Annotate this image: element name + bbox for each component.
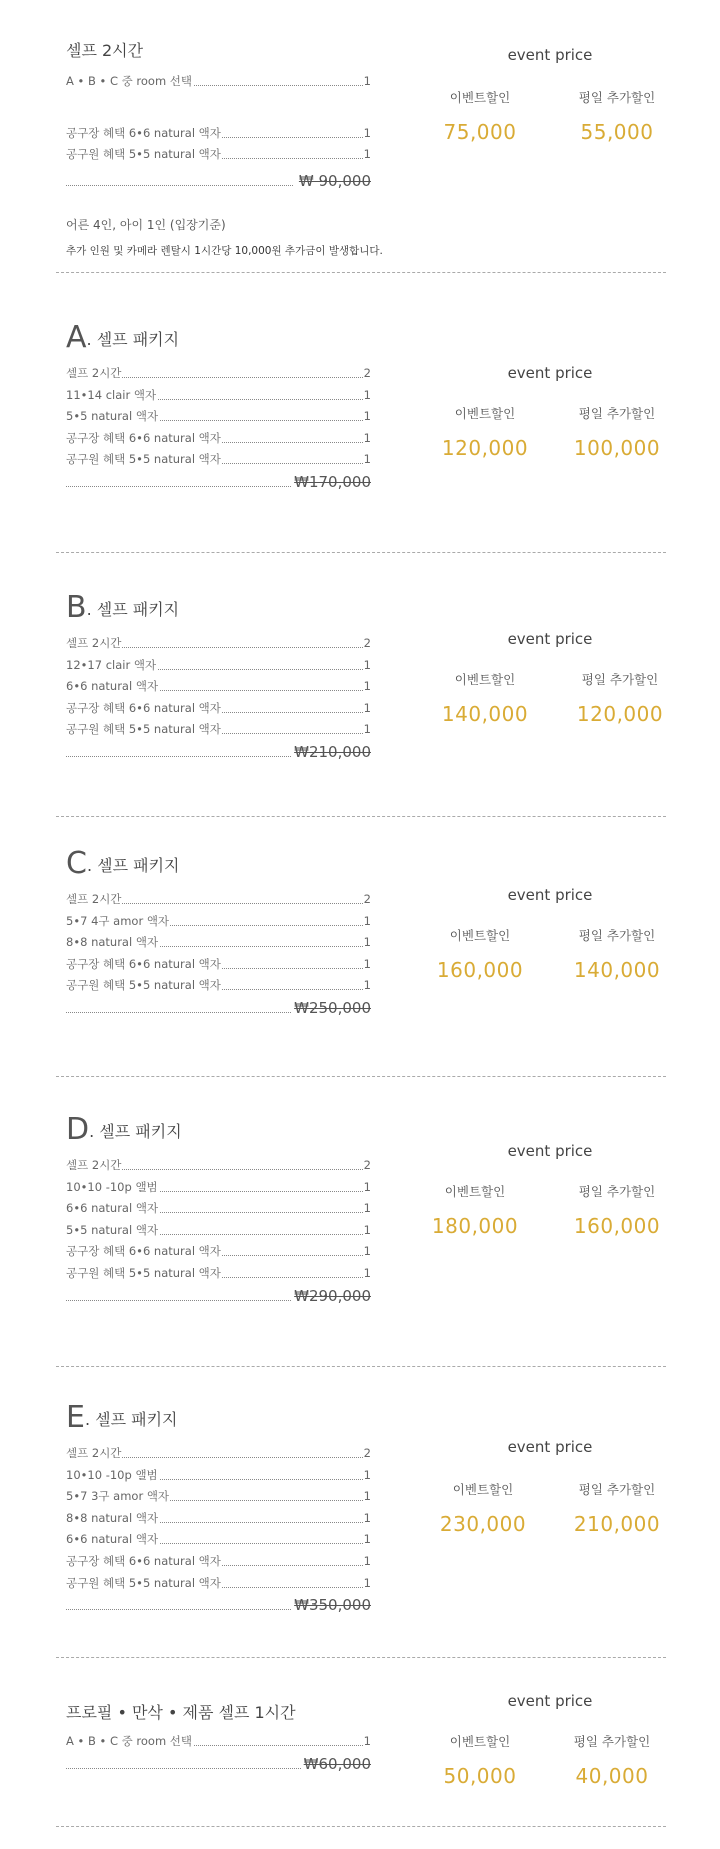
divider <box>56 1826 666 1827</box>
item-qty: 1 <box>363 144 371 166</box>
event-discount-price: 160,000 <box>436 958 524 982</box>
original-price <box>66 741 371 763</box>
event-price-label: event price <box>507 1142 593 1160</box>
list-item <box>66 975 371 997</box>
list-item <box>66 71 371 93</box>
event-price-label: event price <box>507 46 593 64</box>
item-label: A • B • C 중 room 선택 <box>66 74 193 88</box>
item-label: 6•6 natural 액자 <box>66 1532 159 1547</box>
section-title: 프로필 • 만삭 • 제품 셀프 1시간 <box>66 1703 296 1722</box>
list-item <box>66 911 371 933</box>
event-discount-label: 이벤트할인 <box>452 1482 514 1497</box>
list-item <box>66 449 371 471</box>
event-discount-column <box>425 670 545 726</box>
list-item <box>66 698 371 720</box>
item-qty: 1 <box>363 406 371 428</box>
item-label: 공구원 혜택 5•5 natural 액자 <box>66 1265 221 1280</box>
item-qty: 1 <box>363 1465 371 1487</box>
item-label: 공구장 혜택 6•6 natural 액자 <box>66 430 221 445</box>
original-price-value: ₩210,000 <box>294 742 371 761</box>
list-item <box>66 1573 371 1595</box>
item-label: 공구원 혜택 5•5 natural 액자 <box>66 147 221 162</box>
list-item <box>66 1220 371 1242</box>
list-item <box>66 676 371 698</box>
item-qty: 1 <box>363 1486 371 1508</box>
list-item <box>66 1155 371 1177</box>
item-qty: 1 <box>363 719 371 741</box>
package-suffix: . 셀프 패키지 <box>84 1410 178 1429</box>
weekday-discount-column <box>552 1732 672 1788</box>
weekday-discount-column <box>557 88 677 144</box>
weekday-discount-price: 120,000 <box>576 702 664 726</box>
item-qty: 1 <box>363 1508 371 1530</box>
item-label: 공구장 혜택 6•6 natural 액자 <box>66 1553 221 1568</box>
package-suffix: . 셀프 패키지 <box>86 600 180 619</box>
item-qty: 1 <box>363 449 371 471</box>
package-title <box>66 1112 371 1147</box>
item-qty: 1 <box>363 428 371 450</box>
list-item <box>66 1529 371 1551</box>
list-item <box>66 385 371 407</box>
item-qty: 1 <box>363 1220 371 1242</box>
weekday-discount-column <box>560 670 680 726</box>
list-item <box>66 655 371 677</box>
event-discount-column <box>420 926 540 982</box>
original-price-value: ₩350,000 <box>294 1596 371 1615</box>
event-price-label: event price <box>507 886 593 904</box>
item-label: 공구장 혜택 6•6 natural 액자 <box>66 956 221 971</box>
list-item <box>66 1551 371 1573</box>
package-letter: B <box>66 590 87 625</box>
divider <box>56 552 666 553</box>
weekday-discount-column <box>557 1182 677 1238</box>
item-qty: 1 <box>363 655 371 677</box>
weekday-discount-label: 평일 추가할인 <box>581 672 659 687</box>
original-price-value: ₩ 90,000 <box>298 171 371 190</box>
package-letter: C <box>66 846 87 881</box>
item-label: 공구원 혜택 5•5 natural 액자 <box>66 722 221 737</box>
event-discount-label: 이벤트할인 <box>449 928 511 943</box>
list-item <box>66 954 371 976</box>
list-item <box>66 1241 371 1263</box>
weekday-discount-price: 55,000 <box>580 120 654 144</box>
weekday-discount-label: 평일 추가할인 <box>578 406 656 421</box>
event-price-label: event price <box>507 630 593 648</box>
package-letter: A <box>66 320 87 355</box>
weekday-discount-label: 평일 추가할인 <box>578 928 656 943</box>
item-label: 공구원 혜택 5•5 natural 액자 <box>66 978 221 993</box>
package-suffix: . 셀프 패키지 <box>86 330 180 349</box>
weekday-discount-price: 100,000 <box>573 436 661 460</box>
item-label: 5•5 natural 액자 <box>66 1222 159 1237</box>
item-label: 공구장 혜택 6•6 natural 액자 <box>66 700 221 715</box>
weekday-discount-price: 210,000 <box>573 1512 661 1536</box>
item-label: 공구원 혜택 5•5 natural 액자 <box>66 1575 221 1590</box>
item-label: 셀프 2시간 <box>66 892 122 906</box>
package-suffix: . 셀프 패키지 <box>89 1122 182 1141</box>
item-qty: 1 <box>363 123 371 145</box>
item-qty: 1 <box>363 385 371 407</box>
item-qty: 2 <box>363 363 371 385</box>
item-label: 8•8 natural 액자 <box>66 1510 159 1525</box>
divider <box>56 1076 666 1077</box>
event-discount-price: 180,000 <box>431 1214 519 1238</box>
item-label: 10•10 -10p 앨범 <box>66 1467 158 1482</box>
item-label: 11•14 clair 액자 <box>66 387 157 402</box>
list-item <box>66 144 371 166</box>
event-discount-price: 75,000 <box>443 120 517 144</box>
item-label: 5•7 4구 amor 액자 <box>66 913 170 928</box>
package-title <box>66 320 371 355</box>
item-qty: 2 <box>363 889 371 911</box>
list-item <box>66 1731 371 1753</box>
event-price-label: event price <box>507 1692 593 1710</box>
item-label: 5•7 3구 amor 액자 <box>66 1489 170 1504</box>
item-qty: 2 <box>363 1443 371 1465</box>
event-discount-column <box>425 404 545 460</box>
weekday-discount-column <box>557 1480 677 1536</box>
original-price-value: ₩250,000 <box>294 998 371 1017</box>
list-item <box>66 1486 371 1508</box>
event-discount-label: 이벤트할인 <box>454 672 516 687</box>
weekday-discount-label: 평일 추가할인 <box>578 90 656 105</box>
item-label: 10•10 -10p 앨범 <box>66 1179 158 1194</box>
divider <box>56 1657 666 1658</box>
divider <box>56 1366 666 1367</box>
list-item <box>66 1508 371 1530</box>
item-qty: 1 <box>363 1241 371 1263</box>
list-item <box>66 123 371 145</box>
package-suffix: . 셀프 패키지 <box>86 856 180 875</box>
extra-fee-note: 추가 인원 및 카메라 렌탈시 1시간당 10,000원 추가금이 발생합니다. <box>66 245 383 257</box>
weekday-discount-label: 평일 추가할인 <box>573 1734 651 1749</box>
event-discount-price: 230,000 <box>439 1512 527 1536</box>
list-item <box>66 633 371 655</box>
list-item <box>66 1198 371 1220</box>
weekday-discount-column <box>557 404 677 460</box>
item-label: 6•6 natural 액자 <box>66 1201 159 1216</box>
item-label: 공구장 혜택 6•6 natural 액자 <box>66 125 221 140</box>
item-qty: 1 <box>363 1573 371 1595</box>
item-label: 셀프 2시간 <box>66 1446 122 1460</box>
weekday-discount-label: 평일 추가할인 <box>578 1482 656 1497</box>
item-qty: 2 <box>363 633 371 655</box>
list-item <box>66 428 371 450</box>
item-qty: 2 <box>363 1155 371 1177</box>
item-label: 셀프 2시간 <box>66 636 122 650</box>
list-item <box>66 719 371 741</box>
weekday-discount-column <box>557 926 677 982</box>
package-letter: D <box>66 1112 90 1147</box>
weekday-discount-price: 160,000 <box>573 1214 661 1238</box>
event-discount-column <box>415 1182 535 1238</box>
list-item <box>66 1263 371 1285</box>
original-price-value: ₩60,000 <box>303 1754 371 1773</box>
item-qty: 1 <box>363 1529 371 1551</box>
item-qty: 1 <box>363 932 371 954</box>
weekday-discount-price: 40,000 <box>575 1764 649 1788</box>
original-price <box>66 1285 371 1307</box>
item-qty: 1 <box>363 1177 371 1199</box>
divider <box>56 816 666 817</box>
list-item <box>66 363 371 385</box>
item-label: A • B • C 중 room 선택 <box>66 1734 193 1748</box>
item-qty: 1 <box>363 1551 371 1573</box>
event-discount-label: 이벤트할인 <box>444 1184 506 1199</box>
divider <box>56 272 666 273</box>
item-qty: 1 <box>363 1263 371 1285</box>
original-price <box>66 1594 371 1616</box>
event-discount-column <box>423 1480 543 1536</box>
item-qty: 1 <box>363 71 371 93</box>
item-label: 8•8 natural 액자 <box>66 935 159 950</box>
item-label: 셀프 2시간 <box>66 1158 122 1172</box>
package-letter: E <box>66 1400 85 1435</box>
original-price-value: ₩290,000 <box>294 1286 371 1305</box>
weekday-discount-label: 평일 추가할인 <box>578 1184 656 1199</box>
original-price <box>66 997 371 1019</box>
original-price <box>66 471 371 493</box>
original-price-value: ₩170,000 <box>294 472 371 491</box>
event-discount-column <box>420 88 540 144</box>
item-qty: 1 <box>363 911 371 933</box>
item-label: 공구장 혜택 6•6 natural 액자 <box>66 1244 221 1259</box>
item-label: 12•17 clair 액자 <box>66 657 157 672</box>
event-price-label: event price <box>507 364 593 382</box>
package-title <box>66 846 371 881</box>
weekday-discount-price: 140,000 <box>573 958 661 982</box>
package-title <box>66 1400 371 1435</box>
item-label: 셀프 2시간 <box>66 366 122 380</box>
item-label: 5•5 natural 액자 <box>66 409 159 424</box>
event-discount-price: 50,000 <box>443 1764 517 1788</box>
item-qty: 1 <box>363 1731 371 1753</box>
item-qty: 1 <box>363 676 371 698</box>
original-price <box>66 170 371 192</box>
list-item <box>66 1177 371 1199</box>
item-qty: 1 <box>363 698 371 720</box>
event-discount-label: 이벤트할인 <box>454 406 516 421</box>
admission-note: 어른 4인, 아이 1인 (입장기준) <box>66 218 226 232</box>
event-discount-price: 140,000 <box>441 702 529 726</box>
list-item <box>66 932 371 954</box>
event-price-label: event price <box>507 1438 593 1456</box>
list-item <box>66 1465 371 1487</box>
event-discount-label: 이벤트할인 <box>449 90 511 105</box>
list-item <box>66 889 371 911</box>
list-item <box>66 1443 371 1465</box>
item-qty: 1 <box>363 1198 371 1220</box>
item-label: 6•6 natural 액자 <box>66 679 159 694</box>
item-qty: 1 <box>363 975 371 997</box>
event-discount-column <box>420 1732 540 1788</box>
item-qty: 1 <box>363 954 371 976</box>
event-discount-price: 120,000 <box>441 436 529 460</box>
original-price <box>66 1753 371 1775</box>
package-title <box>66 590 371 625</box>
list-item <box>66 406 371 428</box>
section-title: 셀프 2시간 <box>66 41 144 60</box>
event-discount-label: 이벤트할인 <box>449 1734 511 1749</box>
item-label: 공구원 혜택 5•5 natural 액자 <box>66 452 221 467</box>
